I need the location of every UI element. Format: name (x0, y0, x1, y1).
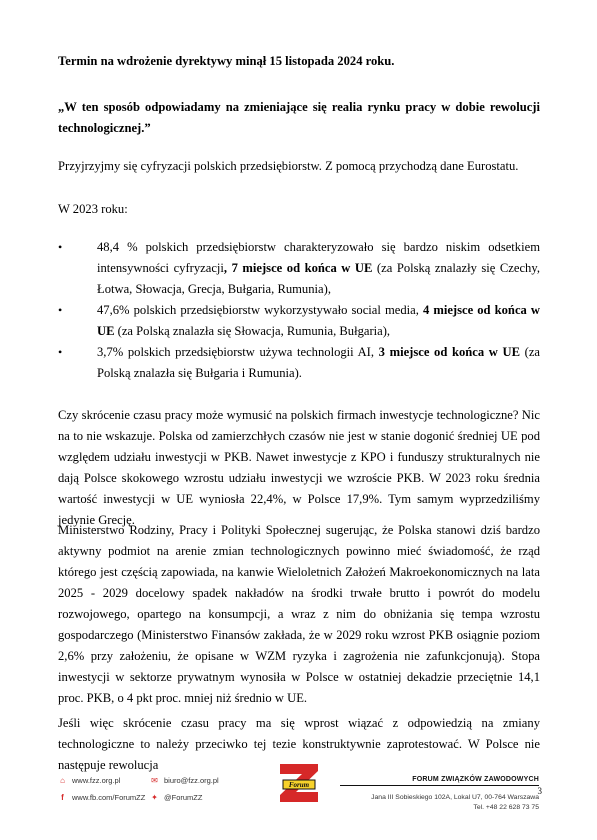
footer-website[interactable]: ⌂ www.fzz.org.pl (58, 776, 120, 785)
list-item: • 3,7% polskich przedsiębiorstw używa technologii AI, 3 miejsce od końca w UE (za Polską znalazła się Bułgaria i Rumunia). (58, 342, 540, 384)
list-item: • 48,4 % polskich przedsiębiorstw charakteryzowało się bardzo niskim odsetkiem intensywności cyfryzacji, 7 miejsce od końca w UE (za Polską znalazły się Czechy, Łotwa, Słowacja, Grecja, Bułgaria, Rumunia), (58, 237, 540, 300)
investment-paragraph: Czy skrócenie czasu pracy może wymusić na polskich firmach inwestycje technologiczne? Nic na to nie wskazuje. Polska od zamierzchłych czasów nie jest w stanie dogonić średniej UE pod względem udziału inwestycji w PKB. Nawet inwestycje z KPO i funduszy strukturalnych nie dają Polsce skokowego wzrostu udziału inwestycji we wzroście PKB. W 2023 roku średnia wartość inwestycji w UE wyniosła 22,4%, w Polsce 17,9%. Tym samym wyprzedziliśmy jedynie Grecję. (58, 408, 540, 527)
address-line: Jana III Sobieskiego 102A, Lokal U7, 00-764 Warszawa (371, 794, 539, 801)
footer-facebook[interactable]: f www.fb.com/ForumZZ (58, 793, 145, 802)
svg-text:Forum: Forum (288, 781, 310, 789)
deadline-sentence: Termin na wdrożenie dyrektywy minął 15 listopada 2024 roku. (58, 54, 395, 68)
footer-address (371, 793, 539, 813)
statistics-list (58, 237, 540, 384)
footer-twitter[interactable]: ✦ @ForumZZ (151, 793, 203, 802)
list-item: • 47,6% polskich przedsiębiorstw wykorzystywało social media, 4 miejsce od końca w UE (za Polską znalazła się Słowacja, Rumunia, Bułgaria), (58, 300, 540, 342)
closing-paragraph: Jeśli więc skrócenie czasu pracy ma się wprost wiązać z odpowiedzią na zmiany technologiczne to należy przeciwko tej tezie konstruktywnie zaprotestować. W Polsce nie następuje rewolucja (58, 716, 540, 772)
year-heading: W 2023 roku: (58, 202, 128, 216)
facebook-icon: f (61, 793, 64, 802)
footer-email[interactable]: ✉ biuro@fzz.org.pl (151, 776, 219, 785)
quote: „W ten sposób odpowiadamy na zmieniające się realia rynku pracy w dobie rewolucji technologicznej.” (58, 100, 540, 135)
bullet-icon: • (58, 345, 63, 359)
mail-icon: ✉ (151, 776, 158, 785)
intro-paragraph: Przyjrzyjmy się cyfryzacji polskich przedsiębiorstw. Z pomocą przychodzą dane Eurostatu. (58, 159, 519, 173)
organization-name: FORUM ZWIĄZKÓW ZAWODOWYCH (412, 776, 539, 783)
home-icon: ⌂ (60, 776, 65, 785)
footer-divider (340, 785, 539, 786)
bullet-icon: • (58, 240, 63, 254)
ministry-paragraph: Ministerstwo Rodziny, Pracy i Polityki Społecznej sugerując, że Polska stanowi dziś bardzo aktywny podmiot na arenie zmian technologicznych powinno mieć świadomość, że rząd którego jest częścią zapowiada, na kanwie Wieloletnich Założeń Makroekonomicznych na lata 2025 - 2029 docelowy spadek nakładów na środki trwałe brutto i powrót do modelu rozwojowego, opartego na konsumpcji, a wraz z nim do obniżania się tempa wzrostu gospodarczego (Ministerstwo Finansów zakłada, że w 2029 roku wzrost PKB osiągnie poziom 2,6% przy założeniu, że opisane w WZM ryzyka i zagrożenia nie zafunkcjonują). Stopa inwestycji w sektorze prywatnym wynosiła w Polsce w ostatniej dekadzie przeciętnie 14,1 proc. PKB, o 4 pkt proc. mniej niż średnio w UE. (58, 523, 540, 705)
page-footer (0, 762, 597, 840)
twitter-icon: ✦ (151, 793, 158, 802)
phone-line: Tel. +48 22 628 73 75 (473, 804, 539, 811)
forum-logo-icon (276, 762, 322, 806)
page-number: 3 (537, 786, 542, 796)
bullet-icon: • (58, 303, 63, 317)
